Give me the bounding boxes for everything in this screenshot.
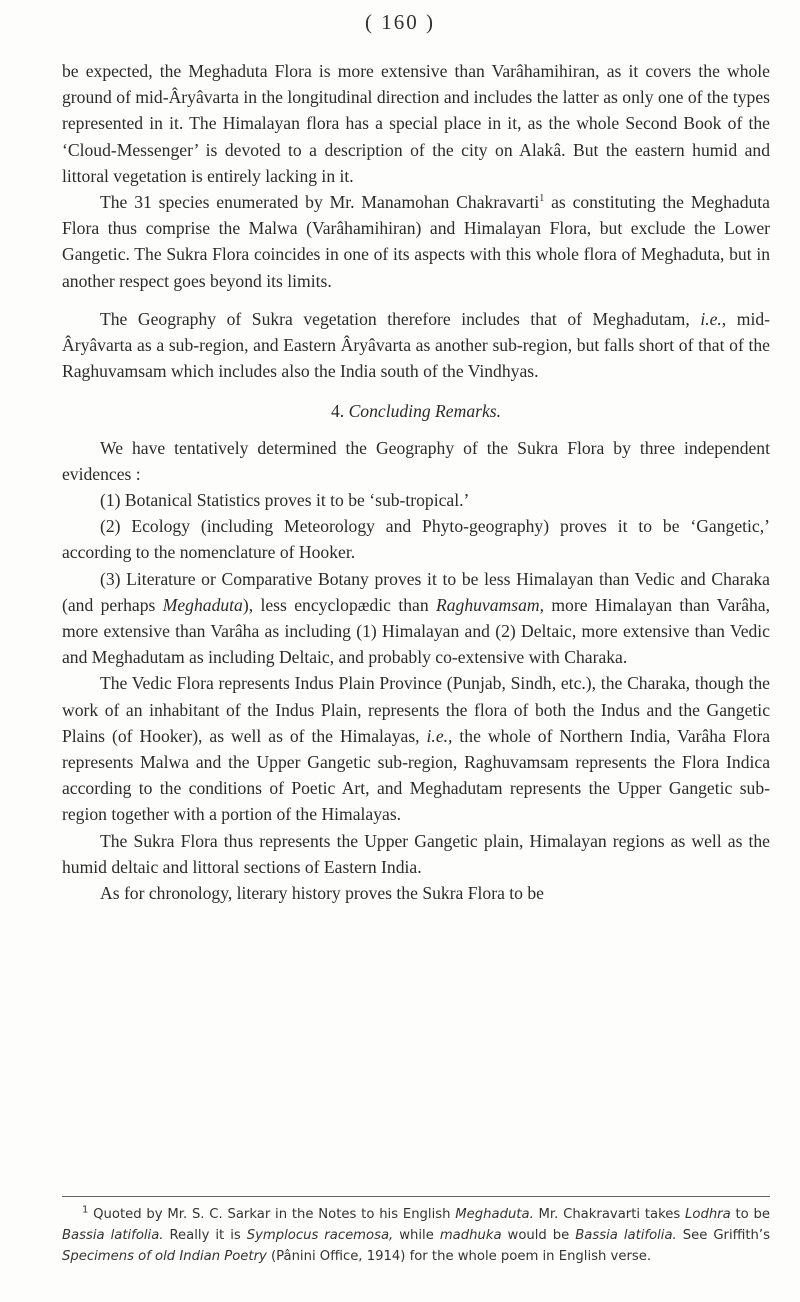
- footnote-italic: Meghaduta.: [455, 1207, 534, 1222]
- list-item-literature: [62, 566, 770, 671]
- paragraph-text: The Vedic Flora represents Indus Plain Province (Punjab, Sindh, etc.), the Charaka, though the work of an inhabitant of the Indus Plain, represents the flora of both the Indus and the Gangetic Plains (of Hooker), as well as of the Himalayas,: [62, 673, 770, 746]
- paragraph-chakravarti-species: [62, 189, 770, 294]
- paragraph-chronology: As for chronology, literary history proves the Sukra Flora to be: [100, 883, 544, 904]
- footnote-text: See Griffith’s: [676, 1228, 770, 1243]
- paragraph-text: (3) Literature or Comparative Botany proves it to be less Himalayan than Vedic and Charaka (and perhaps: [62, 568, 770, 615]
- footnote-text: Mr. Chakravarti takes: [533, 1207, 686, 1222]
- paragraph-text: ), less encyclopædic than: [242, 594, 436, 615]
- paragraph-text: The 31 species enumerated by Mr. Manamohan Chakravarti: [100, 192, 540, 213]
- paragraph-text: The Geography of Sukra vegetation therefore includes that of Meghadutam,: [100, 308, 701, 329]
- footnote-text: Really it is: [163, 1228, 247, 1243]
- paragraph-evidences-intro: We have tentatively determined the Geography of the Sukra Flora by three independent evidences :: [62, 437, 770, 484]
- paragraph-sukra-summary: The Sukra Flora thus represents the Upper Gangetic plain, Himalayan regions as well as the humid deltaic and littoral sections of Eastern India.: [62, 830, 770, 877]
- footnote-text: (Pânini Office, 1914) for the whole poem in English verse.: [266, 1249, 652, 1264]
- section-title: Concluding Remarks.: [348, 401, 502, 422]
- footnote-italic: Symplocus racemosa,: [246, 1228, 394, 1243]
- paragraph-meghaduta-extent: be expected, the Meghaduta Flora is more extensive than Varâhamihiran, as it covers the whole ground of mid-Âryâvarta in the longitudinal direction and includes the latter as only one of the types represented in it. The Himalayan flora has a special place in it, as the whole Second Book of the ‘Cloud-Messenger’ is devoted to a description of the city on Alakâ. But the eastern humid and littoral vegetation is entirely lacking in it.: [62, 61, 770, 186]
- footnote-divider: [62, 1196, 770, 1197]
- paragraph-vedic-flora: [62, 670, 770, 827]
- footnote-marker: 1: [82, 1204, 89, 1216]
- footnote-italic: Bassia latifolia.: [62, 1228, 164, 1243]
- footnote-text: while: [393, 1228, 440, 1243]
- paragraph-text: , more Himalayan than Varâha, more extensive than Varâha as including (1) Himalayan and (2) Deltaic, more extensive than Vedic and Meghadutam as including Deltaic, and probably co-extensive with Charaka.: [62, 594, 771, 668]
- footnote-italic: madhuka: [439, 1228, 502, 1243]
- footnote-text: Quoted by Mr. S. C. Sarkar in the Notes to his English: [88, 1207, 456, 1222]
- footnote-italic: Specimens of old Indian Poetry: [62, 1249, 267, 1264]
- italic-abbreviation: i.e.,: [426, 725, 453, 746]
- italic-title-meghaduta: Meghaduta: [162, 594, 243, 615]
- footnote-1: [62, 1204, 770, 1267]
- paragraph-text: the whole of Northern India, Varâha Flora represents Malwa and the Upper Gangetic sub-region, Raghuvamsam represents the Flora Indica according to the conditions of Poetic Art, and Meghadutam represents the Upper Gangetic sub-region together with a portion of the Himalayas.: [62, 725, 771, 825]
- body-text: [62, 58, 770, 906]
- section-heading: [62, 398, 770, 424]
- footnote-italic: Bassia latifolia.: [575, 1228, 677, 1243]
- paragraph-sukra-geography: [62, 306, 770, 385]
- paragraph-text: mid-Âryâvarta as a sub-region, and Eastern Âryâvarta as another sub-region, but falls short of that of the Raghuvamsam which includes also the India south of the Vindhyas.: [62, 308, 770, 382]
- list-item-botanical-statistics: (1) Botanical Statistics proves it to be ‘sub-tropical.’: [100, 490, 470, 511]
- footnote-italic: Lodhra: [685, 1207, 731, 1222]
- italic-abbreviation: i.e.,: [700, 308, 727, 329]
- footnote-reference[interactable]: 1: [539, 193, 545, 205]
- paragraph-text: as constituting the Meghaduta Flora thus comprise the Malwa (Varâhamihiran) and Himalayan Flora, but exclude the Lower Gangetic. The Sukra Flora coincides in one of its aspects with this whole flora of Meghaduta, but in another respect goes beyond its limits.: [62, 192, 770, 291]
- list-item-ecology: (2) Ecology (including Meteorology and Phyto-geography) proves it to be ‘Gangetic,’ according to the nomenclature of Hooker.: [62, 516, 770, 563]
- footnote-text: to be: [730, 1207, 770, 1222]
- section-number: 4.: [330, 401, 345, 422]
- footnote-text: would be: [501, 1228, 576, 1243]
- italic-title-raghuvamsam: Raghuvamsam: [436, 594, 540, 615]
- footnotes: [62, 1204, 770, 1267]
- page-number: ( 160 ): [365, 10, 435, 34]
